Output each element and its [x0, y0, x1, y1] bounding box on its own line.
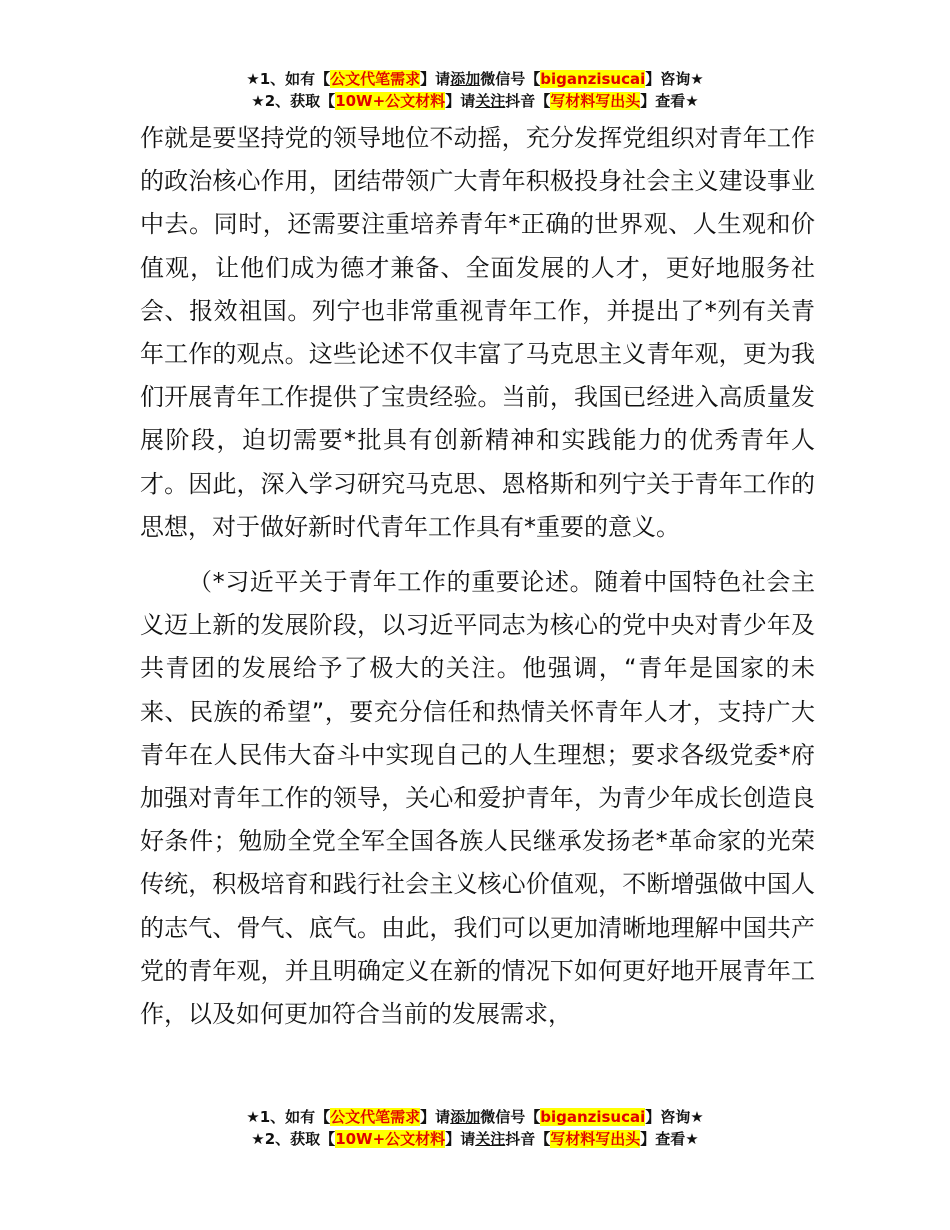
promo-text: ★1、如有【: [246, 1108, 331, 1126]
promo-text: 微信号【: [480, 70, 541, 88]
highlight-materials: 10W+公文材料: [335, 1130, 446, 1148]
promo-text: 】请: [445, 1130, 476, 1148]
promo-line-2: [0, 90, 950, 112]
paragraph-2: （*习近平关于青年工作的重要论述。随着中国特色社会主义迈上新的发展阶段，以习近平同志为核心的党中央对青少年及共青团的发展给予了极大的关注。他强调，“青年是国家的未来、民族的希望”，要充分信任和热情关怀青年人才，支持广大青年在人民伟大奋斗中实现自己的人生理想；要求各级党委*府加强对青年工作的领导，关心和爱护青年，为青少年成长创造良好条件；勉励全党全军全国各族人民继承发扬老*革命家的光荣传统，积极培育和践行社会主义核心价值观，不断增强做中国人的志气、骨气、底气。由此，我们可以更加清晰地理解中国共产党的青年观，并且明确定义在新的情况下如何更好地开展青年工作，以及如何更加符合当前的发展需求，: [140, 568, 815, 1029]
promo-line-1: [0, 68, 950, 90]
document-body: [140, 117, 815, 1036]
promo-text: 抖音【: [505, 92, 551, 110]
promo-text: 】请: [420, 1108, 451, 1126]
highlight-service: 公文代笔需求: [330, 70, 421, 88]
promo-text-underlined: 关注: [475, 92, 506, 110]
highlight-materials: 10W+公文材料: [335, 92, 446, 110]
promo-text: 抖音【: [505, 1130, 551, 1148]
promo-text: 】查看★: [640, 92, 699, 110]
promo-text: 】查看★: [640, 1130, 699, 1148]
promo-line-1: [0, 1106, 950, 1128]
header-promo-banner: [0, 68, 950, 112]
promo-line-2: [0, 1128, 950, 1150]
promo-text: 微信号【: [480, 1108, 541, 1126]
promo-text: ★2、获取【: [251, 1130, 336, 1148]
promo-text: ★1、如有【: [246, 70, 331, 88]
promo-text: ★2、获取【: [251, 92, 336, 110]
highlight-wechat-id: biganzisucai: [540, 1108, 646, 1126]
promo-text-underlined: 关注: [475, 1130, 506, 1148]
highlight-douyin-account: 写材料写出头: [550, 1130, 641, 1148]
footer-promo-banner: [0, 1106, 950, 1150]
promo-text: 】咨询★: [645, 70, 704, 88]
highlight-douyin-account: 写材料写出头: [550, 92, 641, 110]
promo-text-underlined: 添加: [450, 1108, 481, 1126]
promo-text: 】请: [445, 92, 476, 110]
promo-text-underlined: 添加: [450, 70, 481, 88]
promo-text: 】咨询★: [645, 1108, 704, 1126]
highlight-wechat-id: biganzisucai: [540, 70, 646, 88]
promo-text: 】请: [420, 70, 451, 88]
highlight-service: 公文代笔需求: [330, 1108, 421, 1126]
paragraph-1: 作就是要坚持党的领导地位不动摇，充分发挥党组织对青年工作的政治核心作用，团结带领广大青年积极投身社会主义建设事业中去。同时，还需要注重培养青年*正确的世界观、人生观和价值观，让他们成为德才兼备、全面发展的人才，更好地服务社会、报效祖国。列宁也非常重视青年工作，并提出了*列有关青年工作的观点。这些论述不仅丰富了马克思主义青年观，更为我们开展青年工作提供了宝贵经验。当前，我国已经进入高质量发展阶段，迫切需要*批具有创新精神和实践能力的优秀青年人才。因此，深入学习研究马克思、恩格斯和列宁关于青年工作的思想，对于做好新时代青年工作具有*重要的意义。: [140, 124, 815, 541]
